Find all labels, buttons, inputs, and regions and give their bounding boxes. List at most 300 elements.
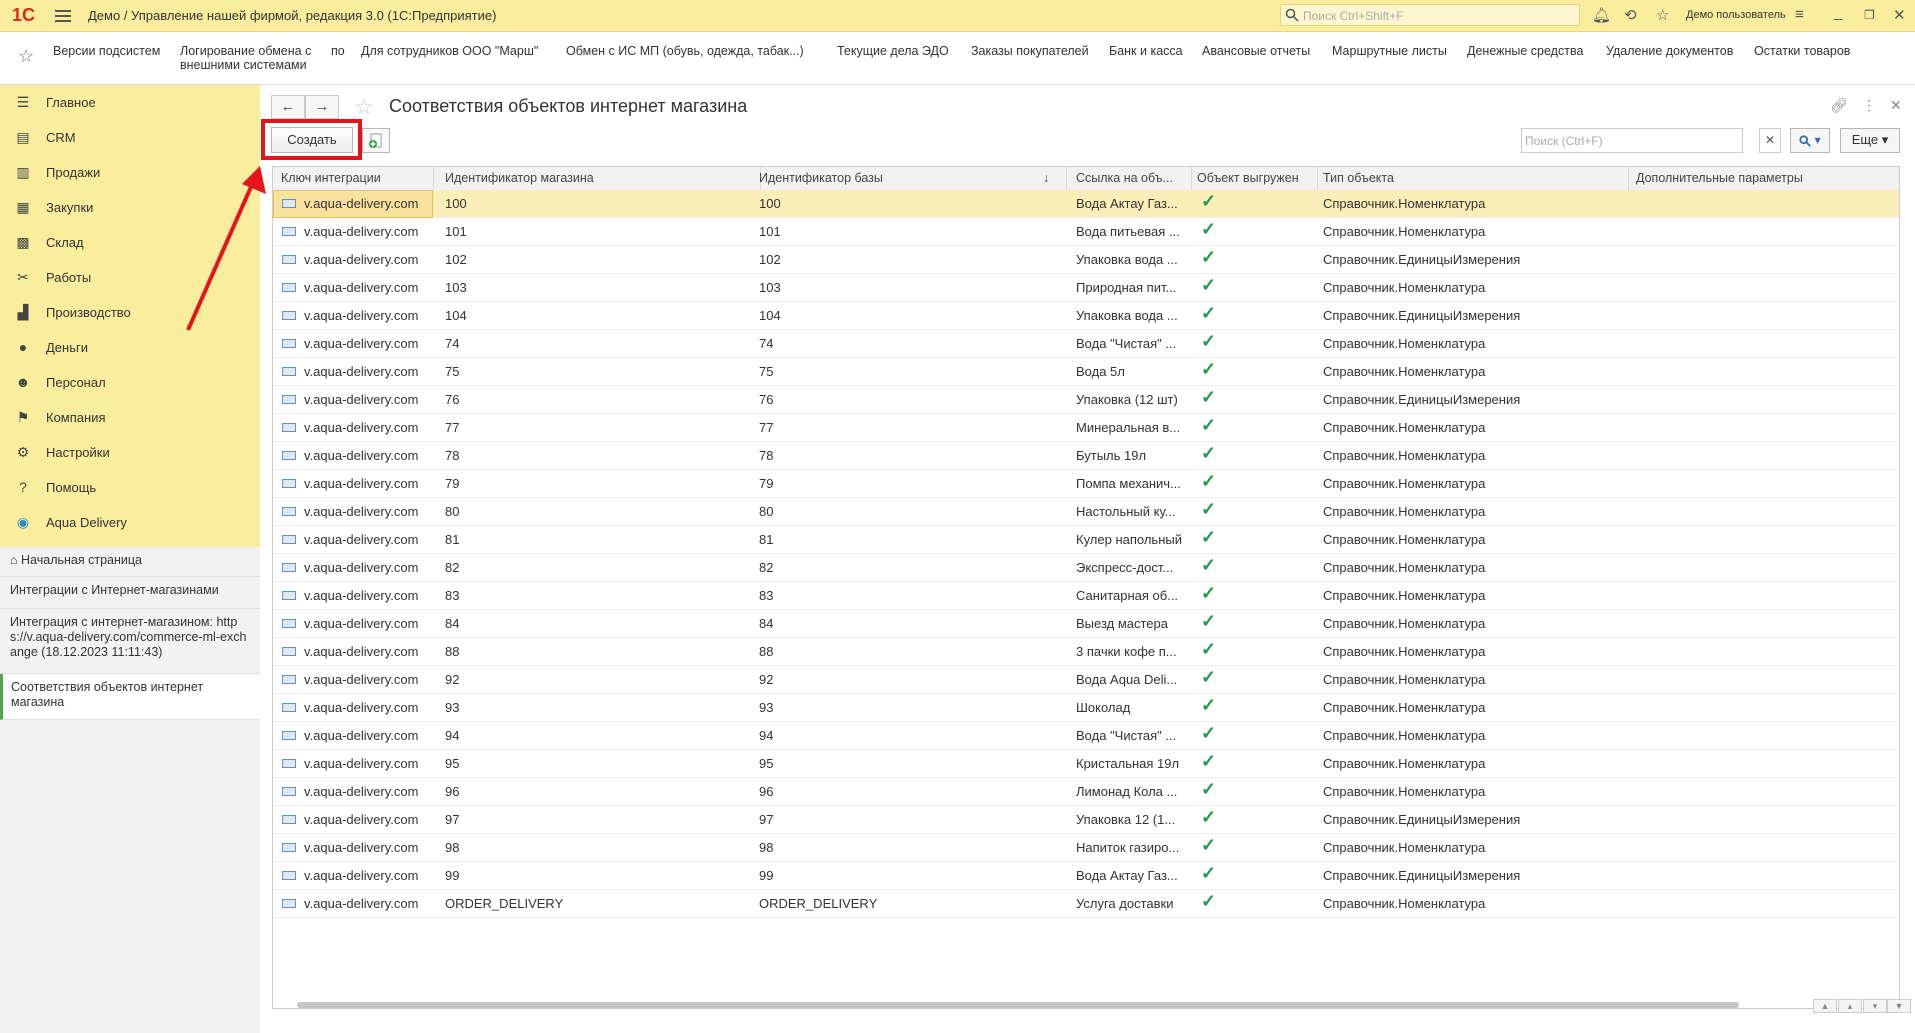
integration-key-cell: v.aqua-delivery.com [304, 224, 419, 239]
check-icon: ✓ [1201, 863, 1217, 883]
shop-id-cell: 77 [445, 420, 460, 435]
table-row[interactable] [273, 890, 1899, 918]
fav-link[interactable]: Маршрутные листы [1332, 44, 1447, 58]
base-id-cell: 78 [759, 448, 774, 463]
check-icon: ✓ [1201, 303, 1217, 323]
check-icon: ✓ [1201, 555, 1217, 575]
mappings-table [272, 166, 1904, 1011]
object-type-cell: Справочник.Номенклатура [1323, 224, 1486, 239]
integration-key-cell: v.aqua-delivery.com [304, 616, 419, 631]
link-icon[interactable]: 🔗︎ [1830, 97, 1848, 113]
title-bar [0, 0, 1915, 32]
base-id-cell: 75 [759, 364, 774, 379]
copy-icon [363, 129, 389, 152]
integration-key-cell: v.aqua-delivery.com [304, 644, 419, 659]
base-id-cell: 99 [759, 868, 774, 883]
object-type-cell: Справочник.Номенклатура [1323, 756, 1486, 771]
shop-id-cell: 100 [445, 196, 467, 211]
tools-icon: ✂ [17, 269, 29, 285]
integration-key-cell: v.aqua-delivery.com [304, 476, 419, 491]
integration-key-cell: v.aqua-delivery.com [304, 784, 419, 799]
table-row[interactable] [273, 190, 1899, 218]
object-ref-cell: Упаковка вода ... [1076, 252, 1178, 267]
catalog-record-icon [282, 871, 296, 880]
search-button[interactable]: ▾ [1790, 128, 1830, 153]
shop-id-cell: 88 [445, 644, 460, 659]
menu-icon: ☰ [16, 94, 30, 110]
favorite-star-icon[interactable]: ☆ [354, 94, 374, 119]
catalog-record-icon [282, 507, 296, 516]
maximize-icon[interactable]: ❐ [1864, 8, 1875, 22]
shop-id-cell: 78 [445, 448, 460, 463]
table-row[interactable] [273, 274, 1899, 302]
object-type-cell: Справочник.Номенклатура [1323, 700, 1486, 715]
check-icon: ✓ [1201, 583, 1217, 603]
table-row[interactable] [273, 638, 1899, 666]
object-type-cell: Справочник.Номенклатура [1323, 728, 1486, 743]
check-icon: ✓ [1201, 807, 1217, 827]
base-id-cell: 74 [759, 336, 774, 351]
check-icon: ✓ [1201, 695, 1217, 715]
shop-id-cell: 99 [445, 868, 460, 883]
check-icon: ✓ [1201, 667, 1217, 687]
table-row[interactable] [273, 750, 1899, 778]
shop-id-cell: 84 [445, 616, 460, 631]
column-header[interactable]: Ключ интеграции [281, 171, 381, 185]
catalog-record-icon [282, 367, 296, 376]
create-button[interactable]: Создать [271, 127, 353, 153]
base-id-cell: 104 [759, 308, 781, 323]
object-ref-cell: 3 пачки кофе п... [1076, 644, 1177, 659]
crm-icon: ▤ [16, 129, 30, 145]
open-window-home[interactable]: ⌂ Начальная страница [0, 547, 260, 577]
base-id-cell: 83 [759, 588, 774, 603]
object-ref-cell: Вода 5л [1076, 364, 1125, 379]
object-ref-cell: Природная пит... [1076, 280, 1177, 295]
open-window-item-active[interactable]: Соответствия объектов интернет магазина [0, 674, 260, 720]
list-search-placeholder: Поиск (Ctrl+F) [1525, 134, 1603, 148]
check-icon: ✓ [1201, 443, 1217, 463]
integration-key-cell: v.aqua-delivery.com [304, 756, 419, 771]
shop-id-cell: 95 [445, 756, 460, 771]
section-money[interactable]: ● Деньги [0, 330, 260, 365]
people-icon: ☻ [15, 374, 31, 390]
integration-key-cell: v.aqua-delivery.com [304, 196, 419, 211]
main-menu-icon[interactable] [55, 7, 71, 21]
shop-id-cell: 82 [445, 560, 460, 575]
fav-link[interactable]: Авансовые отчеты [1202, 44, 1311, 58]
object-ref-cell: Упаковка 12 (1... [1076, 812, 1176, 827]
object-type-cell: Справочник.Номенклатура [1323, 420, 1486, 435]
integration-key-cell: v.aqua-delivery.com [304, 420, 419, 435]
integration-key-cell: v.aqua-delivery.com [304, 700, 419, 715]
check-icon: ✓ [1201, 219, 1217, 239]
search-clear-button[interactable]: ✕ [1759, 128, 1781, 153]
table-row[interactable] [273, 330, 1899, 358]
catalog-record-icon [282, 451, 296, 460]
object-type-cell: Справочник.ЕдиницыИзмерения [1323, 868, 1521, 883]
object-type-cell: Справочник.Номенклатура [1323, 588, 1486, 603]
page-title: Соответствия объектов интернет магазина [389, 96, 748, 116]
object-ref-cell: Кристальная 19л [1076, 756, 1180, 771]
object-ref-cell: Вода "Чистая" ... [1076, 336, 1177, 351]
object-ref-cell: Вода Aqua Deli... [1076, 672, 1178, 687]
table-header [273, 167, 1899, 191]
table-row[interactable] [273, 778, 1899, 806]
shop-id-cell: 94 [445, 728, 460, 743]
check-icon: ✓ [1201, 751, 1217, 771]
shop-id-cell: 75 [445, 364, 460, 379]
copy-button[interactable] [362, 128, 390, 153]
object-type-cell: Справочник.Номенклатура [1323, 532, 1486, 547]
integration-key-cell: v.aqua-delivery.com [304, 560, 419, 575]
base-id-cell: 93 [759, 700, 774, 715]
shop-id-cell: 104 [445, 308, 467, 323]
section-settings[interactable]: ⚙ Настройки [16, 444, 110, 460]
scroll-bottom-button[interactable]: ▼ [1887, 999, 1911, 1013]
shop-id-cell: 96 [445, 784, 460, 799]
shop-id-cell: 74 [445, 336, 460, 351]
fav-link[interactable]: Заказы покупателей [971, 44, 1089, 58]
check-icon: ✓ [1201, 835, 1217, 855]
check-icon: ✓ [1201, 779, 1217, 799]
column-header[interactable]: Дополнительные параметры [1636, 171, 1803, 185]
section-company[interactable]: ⚑ Компания [16, 409, 106, 425]
object-ref-cell: Минеральная в... [1076, 420, 1181, 435]
sort-indicator-icon: ↓ [1043, 171, 1050, 185]
global-search-input[interactable] [1280, 4, 1580, 26]
base-id-cell: 79 [759, 476, 774, 491]
table-row[interactable] [273, 862, 1899, 890]
catalog-record-icon [282, 591, 296, 600]
sales-icon: ▥ [16, 164, 30, 180]
shop-id-cell: 92 [445, 672, 460, 687]
object-ref-cell: Помпа механич... [1076, 476, 1181, 491]
base-id-cell: 80 [759, 504, 774, 519]
shop-id-cell: ORDER_DELIVERY [445, 896, 564, 911]
base-id-cell: 77 [759, 420, 774, 435]
column-header[interactable]: Идентификатор магазина [445, 171, 594, 185]
column-header[interactable]: Идентификатор базы [759, 171, 883, 185]
catalog-record-icon [282, 535, 296, 544]
fav-link[interactable]: Для сотрудников ООО "Марш" [361, 44, 539, 58]
integration-key-cell: v.aqua-delivery.com [304, 280, 419, 295]
back-button[interactable]: ← [271, 95, 305, 119]
scroll-down-button[interactable]: ▾ [1863, 999, 1887, 1013]
object-type-cell: Справочник.Номенклатура [1323, 840, 1486, 855]
close-form-icon[interactable]: ✕ [1890, 97, 1902, 113]
integration-key-cell: v.aqua-delivery.com [304, 448, 419, 463]
integration-key-cell: v.aqua-delivery.com [304, 728, 419, 743]
object-type-cell: Справочник.Номенклатура [1323, 336, 1486, 351]
integration-key-cell: v.aqua-delivery.com [304, 840, 419, 855]
object-type-cell: Справочник.ЕдиницыИзмерения [1323, 812, 1521, 827]
section-purchases[interactable]: ▦ Закупки [16, 199, 94, 215]
fav-link[interactable]: Обмен с ИС МП (обувь, одежда, табак...) [566, 44, 804, 58]
object-ref-cell: Вода Актау Газ... [1076, 868, 1178, 883]
check-icon: ✓ [1201, 191, 1217, 211]
search-icon [1799, 135, 1811, 147]
catalog-record-icon [282, 255, 296, 264]
table-row[interactable] [273, 806, 1899, 834]
notifications-bell-icon[interactable]: 🔔︎ [1592, 7, 1612, 24]
table-row[interactable] [273, 582, 1899, 610]
catalog-record-icon [282, 479, 296, 488]
fav-link[interactable]: Остатки товаров [1754, 44, 1851, 58]
check-icon: ✓ [1201, 611, 1217, 631]
object-ref-cell: Экспресс-дост... [1076, 560, 1174, 575]
table-row[interactable] [273, 554, 1899, 582]
section-help[interactable]: ? Помощь [0, 470, 260, 505]
object-type-cell: Справочник.Номенклатура [1323, 644, 1486, 659]
object-type-cell: Справочник.Номенклатура [1323, 784, 1486, 799]
open-window-item[interactable]: Интеграция с интернет-магазином: https://v.aqua-delivery.com/commerce-ml-exchange (18.12.2023 11:11:43) [0, 609, 260, 674]
forward-button[interactable]: → [305, 95, 339, 119]
column-header[interactable]: Тип объекта [1323, 171, 1394, 185]
favorites-bar [0, 32, 1915, 85]
integration-key-cell: v.aqua-delivery.com [304, 336, 419, 351]
catalog-record-icon [282, 703, 296, 712]
object-type-cell: Справочник.Номенклатура [1323, 196, 1486, 211]
object-type-cell: Справочник.Номенклатура [1323, 476, 1486, 491]
catalog-record-icon [282, 283, 296, 292]
base-id-cell: 92 [759, 672, 774, 687]
shop-id-cell: 81 [445, 532, 460, 547]
fav-link[interactable]: Банк и касса [1109, 44, 1183, 58]
catalog-record-icon [282, 563, 296, 572]
base-id-cell: 97 [759, 812, 774, 827]
integration-key-cell: v.aqua-delivery.com [304, 252, 419, 267]
table-row[interactable] [273, 246, 1899, 274]
object-ref-cell: Напиток газиро... [1076, 840, 1180, 855]
catalog-record-icon [282, 843, 296, 852]
scrollbar-thumb[interactable] [297, 1002, 1739, 1008]
object-ref-cell: Санитарная об... [1076, 588, 1179, 603]
shop-id-cell: 101 [445, 224, 467, 239]
check-icon: ✓ [1201, 527, 1217, 547]
check-icon: ✓ [1201, 499, 1217, 519]
shop-id-cell: 79 [445, 476, 460, 491]
fav-link[interactable]: Текущие дела ЭДО [837, 44, 949, 58]
check-icon: ✓ [1201, 359, 1217, 379]
purchases-icon: ▦ [16, 199, 30, 215]
app-logo: 1С [12, 5, 36, 25]
table-row[interactable] [273, 526, 1899, 554]
fav-link[interactable]: Версии подсистем [53, 44, 161, 58]
object-type-cell: Справочник.Номенклатура [1323, 280, 1486, 295]
location-icon: ◉ [16, 514, 30, 530]
object-type-cell: Справочник.ЕдиницыИзмерения [1323, 308, 1521, 323]
user-name[interactable]: Демо пользователь [1686, 9, 1786, 21]
shop-id-cell: 98 [445, 840, 460, 855]
object-type-cell: Справочник.Номенклатура [1323, 616, 1486, 631]
table-row[interactable] [273, 218, 1899, 246]
integration-key-cell: v.aqua-delivery.com [304, 392, 419, 407]
history-icon[interactable]: ⟲ [1624, 7, 1637, 24]
base-id-cell: 103 [759, 280, 781, 295]
warehouse-icon: ▩ [16, 234, 30, 250]
shop-id-cell: 102 [445, 252, 467, 267]
object-type-cell: Справочник.ЕдиницыИзмерения [1323, 392, 1521, 407]
catalog-record-icon [282, 899, 296, 908]
close-window-icon[interactable]: ✕ [1893, 7, 1906, 24]
shop-id-cell: 76 [445, 392, 460, 407]
base-id-cell: 102 [759, 252, 781, 267]
base-id-cell: 95 [759, 756, 774, 771]
base-id-cell: ORDER_DELIVERY [759, 896, 878, 911]
integration-key-cell: v.aqua-delivery.com [304, 504, 419, 519]
column-header[interactable]: Ссылка на объ... [1076, 171, 1173, 185]
horizontal-scrollbar[interactable] [289, 1001, 1779, 1008]
check-icon: ✓ [1201, 331, 1217, 351]
section-crm[interactable]: ▤ CRM [16, 129, 76, 145]
catalog-record-icon [282, 423, 296, 432]
table-row[interactable] [273, 442, 1899, 470]
fav-link[interactable]: Удаление документов [1606, 44, 1734, 58]
integration-key-cell: v.aqua-delivery.com [304, 308, 419, 323]
section-warehouse[interactable]: ▩ Склад [16, 234, 84, 250]
shop-id-cell: 80 [445, 504, 460, 519]
integration-key-cell: v.aqua-delivery.com [304, 364, 419, 379]
object-ref-cell: Упаковка вода ... [1076, 308, 1178, 323]
catalog-record-icon [282, 759, 296, 768]
object-ref-cell: Настольный ку... [1076, 504, 1176, 519]
scroll-top-button[interactable]: ▲ [1813, 999, 1837, 1013]
fav-link[interactable]: по [331, 44, 345, 58]
check-icon: ✓ [1201, 471, 1217, 491]
object-ref-cell: Выезд мастера [1076, 616, 1168, 631]
object-ref-cell: Упаковка (12 шт) [1076, 392, 1178, 407]
table-row[interactable] [273, 722, 1899, 750]
section-sales[interactable]: ▥ Продажи [16, 164, 101, 180]
list-search-input[interactable] [1521, 128, 1743, 153]
check-icon: ✓ [1201, 247, 1217, 267]
base-id-cell: 96 [759, 784, 774, 799]
section-main[interactable]: ☰ Главное [16, 94, 96, 110]
check-icon: ✓ [1201, 639, 1217, 659]
section-staff[interactable]: ☻ Персонал [15, 374, 106, 390]
base-id-cell: 98 [759, 840, 774, 855]
table-row[interactable] [273, 834, 1899, 862]
object-type-cell: Справочник.Номенклатура [1323, 504, 1486, 519]
favorites-star-icon[interactable]: ☆ [18, 46, 35, 66]
table-row[interactable] [273, 386, 1899, 414]
shop-id-cell: 97 [445, 812, 460, 827]
flag-icon: ⚑ [16, 409, 30, 425]
app-title: Демо / Управление нашей фирмой, редакция 3.0 (1С:Предприятие) [88, 8, 497, 23]
annotation-arrow [180, 160, 280, 340]
gear-icon: ⚙ [16, 444, 30, 460]
integration-key-cell: v.aqua-delivery.com [304, 812, 419, 827]
check-icon: ✓ [1201, 415, 1217, 435]
integration-key-cell: v.aqua-delivery.com [304, 588, 419, 603]
section-works[interactable]: ✂ Работы [0, 260, 260, 295]
open-windows-panel [0, 547, 260, 1033]
fav-link[interactable]: Денежные средства [1467, 44, 1584, 58]
global-search-placeholder: Поиск Ctrl+Shift+F [1303, 9, 1404, 23]
object-type-cell: Справочник.Номенклатура [1323, 896, 1486, 911]
base-id-cell: 82 [759, 560, 774, 575]
object-type-cell: Справочник.Номенклатура [1323, 560, 1486, 575]
check-icon: ✓ [1201, 275, 1217, 295]
check-icon: ✓ [1201, 387, 1217, 407]
base-id-cell: 76 [759, 392, 774, 407]
check-icon: ✓ [1201, 891, 1217, 911]
minimize-icon[interactable]: _ [1834, 4, 1843, 21]
object-ref-cell: Вода Актау Газ... [1076, 196, 1178, 211]
table-row[interactable] [273, 666, 1899, 694]
object-ref-cell: Вода "Чистая" ... [1076, 728, 1177, 743]
object-ref-cell: Лимонад Кола ... [1076, 784, 1178, 799]
object-type-cell: Справочник.Номенклатура [1323, 672, 1486, 687]
object-ref-cell: Кулер напольный [1076, 532, 1182, 547]
more-button[interactable]: Еще ▾ [1840, 128, 1900, 153]
object-ref-cell: Шоколад [1076, 700, 1131, 715]
fav-link[interactable]: Логирование обмена с внешними системами [180, 44, 312, 72]
shop-id-cell: 83 [445, 588, 460, 603]
base-id-cell: 94 [759, 728, 774, 743]
kebab-menu-icon[interactable]: ⋮ [1862, 97, 1876, 113]
money-icon: ● [18, 339, 28, 355]
object-ref-cell: Вода питьевая ... [1076, 224, 1180, 239]
base-id-cell: 101 [759, 224, 781, 239]
catalog-record-icon [282, 787, 296, 796]
table-row[interactable] [273, 694, 1899, 722]
shop-id-cell: 93 [445, 700, 460, 715]
object-type-cell: Справочник.Номенклатура [1323, 448, 1486, 463]
home-icon: ⌂ [10, 553, 22, 567]
table-row[interactable] [273, 414, 1899, 442]
favorites-star-icon[interactable]: ☆ [1656, 7, 1670, 24]
catalog-record-icon [282, 199, 296, 208]
column-header[interactable]: Объект выгружен [1197, 171, 1299, 185]
table-row[interactable] [273, 498, 1899, 526]
scroll-up-button[interactable]: ▴ [1838, 999, 1862, 1013]
catalog-record-icon [282, 731, 296, 740]
integration-key-cell: v.aqua-delivery.com [304, 896, 419, 911]
catalog-record-icon [282, 339, 296, 348]
search-icon [1285, 8, 1299, 22]
shop-id-cell: 103 [445, 280, 467, 295]
object-ref-cell: Услуга доставки [1076, 896, 1174, 911]
table-row[interactable] [273, 358, 1899, 386]
catalog-record-icon [282, 675, 296, 684]
object-type-cell: Справочник.ЕдиницыИзмерения [1323, 252, 1521, 267]
table-row[interactable] [273, 610, 1899, 638]
table-row[interactable] [273, 302, 1899, 330]
table-row[interactable] [273, 470, 1899, 498]
integration-key-cell: v.aqua-delivery.com [304, 532, 419, 547]
object-type-cell: Справочник.Номенклатура [1323, 364, 1486, 379]
settings-menu-icon[interactable]: ≡ [1795, 6, 1804, 23]
catalog-record-icon [282, 815, 296, 824]
catalog-record-icon [282, 619, 296, 628]
catalog-record-icon [282, 227, 296, 236]
check-icon: ✓ [1201, 723, 1217, 743]
open-window-item[interactable]: Интеграции с Интернет-магазинами [0, 577, 260, 609]
base-id-cell: 100 [759, 196, 781, 211]
catalog-record-icon [282, 395, 296, 404]
factory-icon: ▟ [17, 304, 29, 320]
base-id-cell: 84 [759, 616, 774, 631]
base-id-cell: 81 [759, 532, 774, 547]
help-icon: ? [19, 479, 27, 495]
base-id-cell: 88 [759, 644, 774, 659]
integration-key-cell: v.aqua-delivery.com [304, 868, 419, 883]
catalog-record-icon [282, 647, 296, 656]
section-aqua-delivery[interactable]: ◉ Aqua Delivery [16, 514, 127, 530]
section-production[interactable]: ▟ Производство [0, 295, 260, 330]
